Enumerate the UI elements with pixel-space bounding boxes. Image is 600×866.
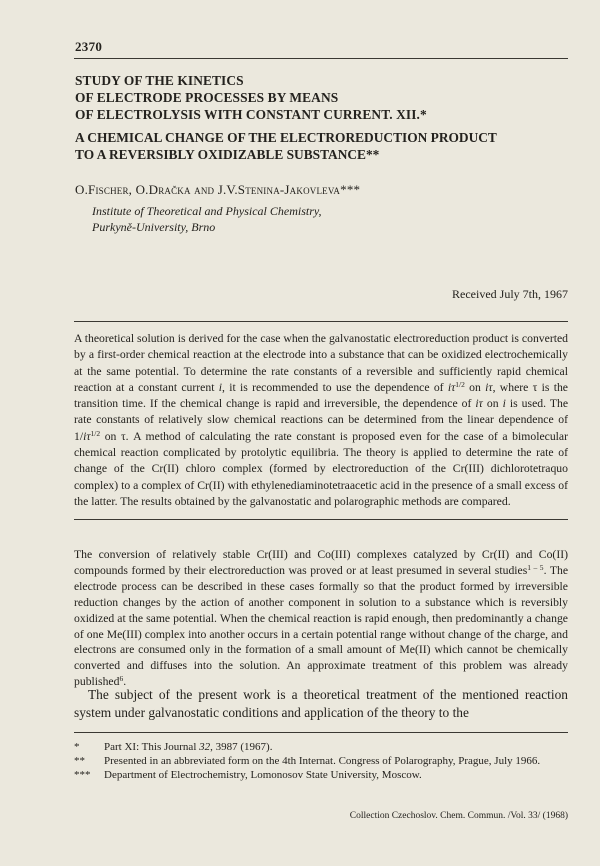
affiliation-line: Institute of Theoretical and Physical Chemistry,: [92, 204, 322, 218]
abstract: [74, 331, 568, 510]
body-text: The conversion of relatively stable Cr(III) and Co(III) complexes catalyzed by Cr(II) and Co(II) compounds formed by their electroreduction was proved or at least presumed in several studies$^{1 - 5}$. The electrode process can be described in these cases formally so that the product formed by irreversible reduction changes by the action of another component in solution to a substance which is reversibly oxidized at the same potential. When the chemical reaction is rapid enough, then predominantly a change of one Me(III) complex into another occurs in a certain potential range without change of the charge, and electrons are consumed only in the formation of a small amount of Me(II) which cannot be chemically converted and diffuses into the solution. An approximate treatment of this problem was already published$^6$.: [74, 548, 569, 689]
header-rule: [74, 58, 568, 59]
title-line: OF ELECTRODE PROCESSES BY MEANS: [75, 90, 339, 105]
subtitle-line: A CHEMICAL CHANGE OF THE ELECTROREDUCTION PRODUCT: [75, 130, 497, 145]
affiliation: [92, 203, 322, 235]
title-line: OF ELECTROLYSIS WITH CONSTANT CURRENT. XII.*: [75, 107, 427, 122]
page-number: 2370: [75, 39, 103, 54]
article-title: [75, 72, 565, 123]
body-paragraph-2: The subject of the present work is a theoretical treatment of the mentioned reaction system under galvanostatic conditions and application of the theory to the: [74, 687, 568, 720]
title-line: STUDY OF THE KINETICS: [75, 73, 244, 88]
abstract-text: A theoretical solution is derived for the case when the galvanostatic electroreduction product is converted by a first-order chemical reaction at the electrode into a substance that can be oxidized electrochemically at the same potential. To determine the rate constants of a reversible and sufficiently rapid chemical reaction at a constant current i, it is recommended to use the dependence of $i\tau^{1/2}$ on iτ, where τ is the transition time. If the chemical change is rapid and irreversible, the dependence of iτ on i is used. The rate constants of relatively slow chemical reactions can be determined from the linear dependence of $1/i\tau^{1/2}$ on τ. A method of calculating the rate constant is proposed even for the case of a bimolecular chemical reaction complicated by protolytic equilibria. The theory is applied to determine the rate of change of the Cr(II) chloro complex (formed by electroreduction of the Cr(III) dichlorotetraquo complex) to a complex of Cr(II) with ethylenediaminotetraacetic acid in the presence of a small excess of the latter. The results obtained by the galvanostatic and polarographic methods are compared.: [74, 332, 569, 508]
received-date: Received July 7th, 1967: [452, 287, 568, 301]
affiliation-line: Purkyně-University, Brno: [92, 220, 216, 234]
abstract-bottom-rule: [74, 519, 568, 520]
footnote-2: ** Presented in an abbreviated form on the 4th Internat. Congress of Polarography, Prague, July 1966.: [74, 755, 541, 767]
body-paragraph-1: [74, 547, 568, 690]
footnote-3: *** Department of Electrochemistry, Lomonosov State University, Moscow.: [74, 769, 422, 781]
footnotes: [74, 740, 568, 782]
article-subtitle: [75, 129, 565, 163]
authors: O.Fischer, O.Dračka and J.V.Stenina-Jakovleva***: [75, 182, 361, 197]
footnote-1: * Part XI: This Journal 32, 3987 (1967).: [74, 741, 273, 753]
journal-footer: Collection Czechoslov. Chem. Commun. /Vol. 33/ (1968): [349, 811, 568, 821]
footnote-rule: [74, 732, 568, 733]
subtitle-line: TO A REVERSIBLY OXIDIZABLE SUBSTANCE**: [75, 147, 380, 162]
abstract-top-rule: [74, 321, 568, 322]
